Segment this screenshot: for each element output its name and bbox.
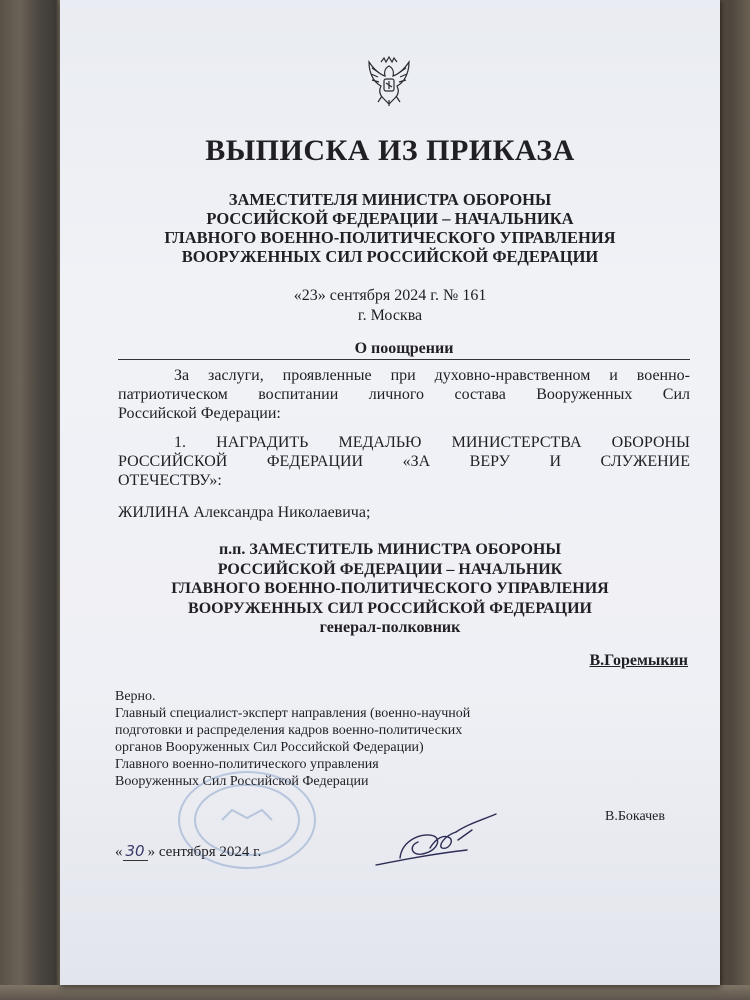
certification-position-line: Главного военно-политического управления [115, 757, 379, 772]
issuer-heading-line: ГЛАВНОГО ВОЕННО-ПОЛИТИЧЕСКОГО УПРАВЛЕНИЯ [164, 228, 616, 247]
issuer-heading-line: ВООРУЖЕННЫХ СИЛ РОССИЙСКОЙ ФЕДЕРАЦИИ [181, 247, 599, 266]
signatory-line: РОССИЙСКОЙ ФЕДЕРАЦИИ – НАЧАЛЬНИК [217, 560, 563, 578]
award-line: 1. НАГРАДИТЬ МЕДАЛЬЮ МИНИСТЕРСТВА ОБОРОНЫ [174, 434, 690, 451]
order-date-number: «23» сентября 2024 г. № 161 [293, 287, 487, 304]
certifier-name: В.Бокачев [605, 809, 665, 824]
document-title: ВЫПИСКА ИЗ ПРИКАЗА [205, 134, 575, 167]
signatory-block [60, 540, 720, 638]
certification-date-rest: » сентября 2024 г. [147, 844, 262, 860]
certification-date [115, 843, 261, 861]
certification-position-line: Главный специалист-эксперт направления (военно-научной [115, 706, 471, 721]
signatory-line: п.п. ЗАМЕСТИТЕЛЬ МИНИСТРА ОБОРОНЫ [218, 541, 562, 558]
issuer-heading-line: РОССИЙСКОЙ ФЕДЕРАЦИИ – НАЧАЛЬНИКА [206, 209, 574, 228]
certification-verified: Верно. [115, 689, 156, 704]
issuer-heading [60, 190, 720, 266]
certification-position-line: Вооруженных Сил Российской Федерации [115, 774, 369, 789]
preamble-line: патриотическом воспитании личного состава Вооруженных Сил [118, 386, 690, 403]
order-subject: О поощрении [118, 340, 690, 360]
order-city: г. Москва [357, 307, 423, 324]
order-preamble [118, 366, 690, 423]
preamble-line: Российской Федерации: [118, 405, 281, 422]
signatory-line: ВООРУЖЕННЫХ СИЛ РОССИЙСКОЙ ФЕДЕРАЦИИ [188, 599, 592, 617]
signatory-line: ГЛАВНОГО ВОЕННО-ПОЛИТИЧЕСКОГО УПРАВЛЕНИЯ [171, 580, 609, 597]
certification-position [115, 705, 470, 790]
russian-coat-of-arms-icon [366, 54, 412, 108]
certification-position-line: подготовки и распределения кадров военно-политических [115, 723, 463, 738]
award-clause [118, 433, 690, 490]
document-page [60, 0, 720, 985]
issuer-heading-line: ЗАМЕСТИТЕЛЯ МИНИСТРА ОБОРОНЫ [228, 190, 552, 209]
background-surface-bottom [0, 985, 750, 1000]
certification-position-line: органов Вооруженных Сил Российской Федерации) [115, 740, 424, 755]
signer-name: В.Горемыкин [589, 652, 688, 669]
handwritten-signature-icon [372, 810, 502, 875]
preamble-line: За заслуги, проявленные при духовно-нравственном и военно- [174, 367, 690, 384]
award-recipient: ЖИЛИНА Александра Николаевича; [118, 504, 371, 521]
award-line: РОССИЙСКОЙ ФЕДЕРАЦИИ «ЗА ВЕРУ И СЛУЖЕНИЕ [118, 453, 690, 470]
signatory-rank: генерал-полковник [319, 619, 461, 636]
certification-date-day: 30 [123, 843, 148, 861]
award-line: ОТЕЧЕСТВУ»: [118, 472, 222, 489]
certification-date-open: « [115, 844, 123, 860]
